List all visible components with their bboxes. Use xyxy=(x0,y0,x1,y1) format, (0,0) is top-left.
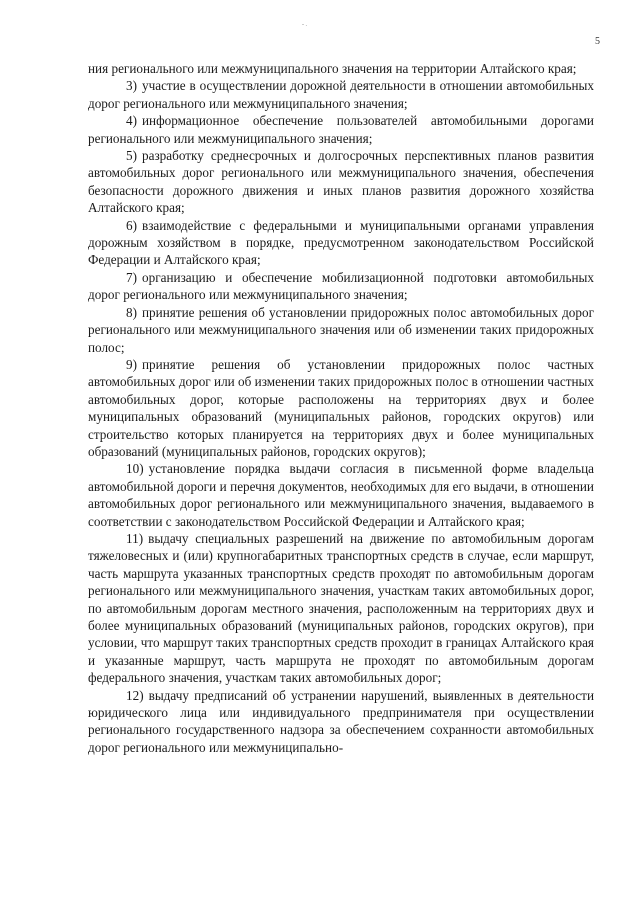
item-text: выдачу специальных разрешений на движение по автомобильным дорогам тяжеловесных и (или) крупногабаритных транспортных средств в случае, если маршрут, часть маршрута указанных транспортных средств проходят по автомобильным дорогам регионального или межмуниципального значения, участкам таких автомобильных дорог, по автомобильным дорогам местного значения, расположенным на территориях двух и более муниципальных образований (муниципальных районов, городских округов), при условии, что маршрут таких транспортных средств проходит в границах Алтайского края и указанные маршрут, часть маршрута не проходят по автомобильным дорогам федерального значения, участкам таких автомобильных дорог; xyxy=(88,530,594,686)
item-number: 8) xyxy=(126,304,137,320)
list-item xyxy=(88,304,594,356)
item-number: 9) xyxy=(126,356,137,372)
item-text: взаимодействие с федеральными и муниципальными органами управления дорожным хозяйством в порядке, предусмотренном законодательством Российской Федерации и Алтайского края; xyxy=(88,217,594,268)
item-text: участие в осуществлении дорожной деятельности в отношении автомобильных дорог регионального или межмуниципального значения; xyxy=(88,78,594,111)
item-number: 11) xyxy=(126,530,144,546)
item-number: 12) xyxy=(126,687,144,703)
item-number: 6) xyxy=(126,217,137,233)
page-number: 5 xyxy=(595,36,600,47)
item-text: информационное обеспечение пользователей автомобильными дорогами регионального или межмуниципального значения; xyxy=(88,113,594,146)
item-number: 3) xyxy=(126,78,137,94)
list-item xyxy=(88,77,594,112)
paragraph-continuation xyxy=(88,60,594,77)
document-body xyxy=(88,60,594,774)
list-item xyxy=(88,687,594,757)
item-number: 4) xyxy=(126,113,137,129)
item-text: разработку среднесрочных и долгосрочных перспективных планов развития автомобильных дорог регионального или межмуниципального значения, обеспечения безопасности дорожного движения и иных планов развития дорожного хозяйства Алтайского края; xyxy=(88,148,594,216)
item-text: установление порядка выдачи согласия в письменной форме владельца автомобильной дороги и перечня документов, необходимых для его выдачи, в отношении автомобильных дорог регионального или межмуниципального значения, выдаваемого в соответствии с законодательством Российской Федерации и Алтайского края; xyxy=(88,461,594,529)
list-item xyxy=(88,147,594,217)
paragraph-text: ния регионального или межмуниципального значения на территории Алтайского края; xyxy=(88,61,577,76)
list-item xyxy=(88,530,594,687)
item-number: 10) xyxy=(126,461,144,477)
list-item xyxy=(88,756,594,773)
list-item xyxy=(88,356,594,460)
item-text: выдачу предписаний об устранении нарушений, выявленных в деятельности юридического лица или индивидуального предпринимателя при осуществлении регионального государственного надзора за обеспечением сохранности автомобильных дорог регионального или межмуниципально- xyxy=(88,687,594,755)
list-item xyxy=(88,269,594,304)
list-item xyxy=(88,217,594,269)
item-number: 7) xyxy=(126,269,137,285)
list-item xyxy=(88,112,594,147)
top-scan-mark: - . xyxy=(302,22,307,28)
item-text: принятие решения об установлении придорожных полос частных автомобильных дорог или об изменении таких придорожных полос в отношении частных автомобильных дорог, которые расположены на территориях двух и более муниципальных образований (муниципальных районов, городских округов) или строительство которых планируется на территориях двух и более муниципальных образований (муниципальных районов, городских округов); xyxy=(88,356,594,459)
item-text: организацию и обеспечение мобилизационной подготовки автомобильных дорог регионального или межмуниципального значения; xyxy=(88,269,594,303)
item-text: принятие решения об установлении придорожных полос автомобильных дорог регионального или межмуниципального значения или об изменении таких придорожных полос; xyxy=(88,304,594,355)
list-item xyxy=(88,460,594,530)
item-number: 5) xyxy=(126,148,137,164)
